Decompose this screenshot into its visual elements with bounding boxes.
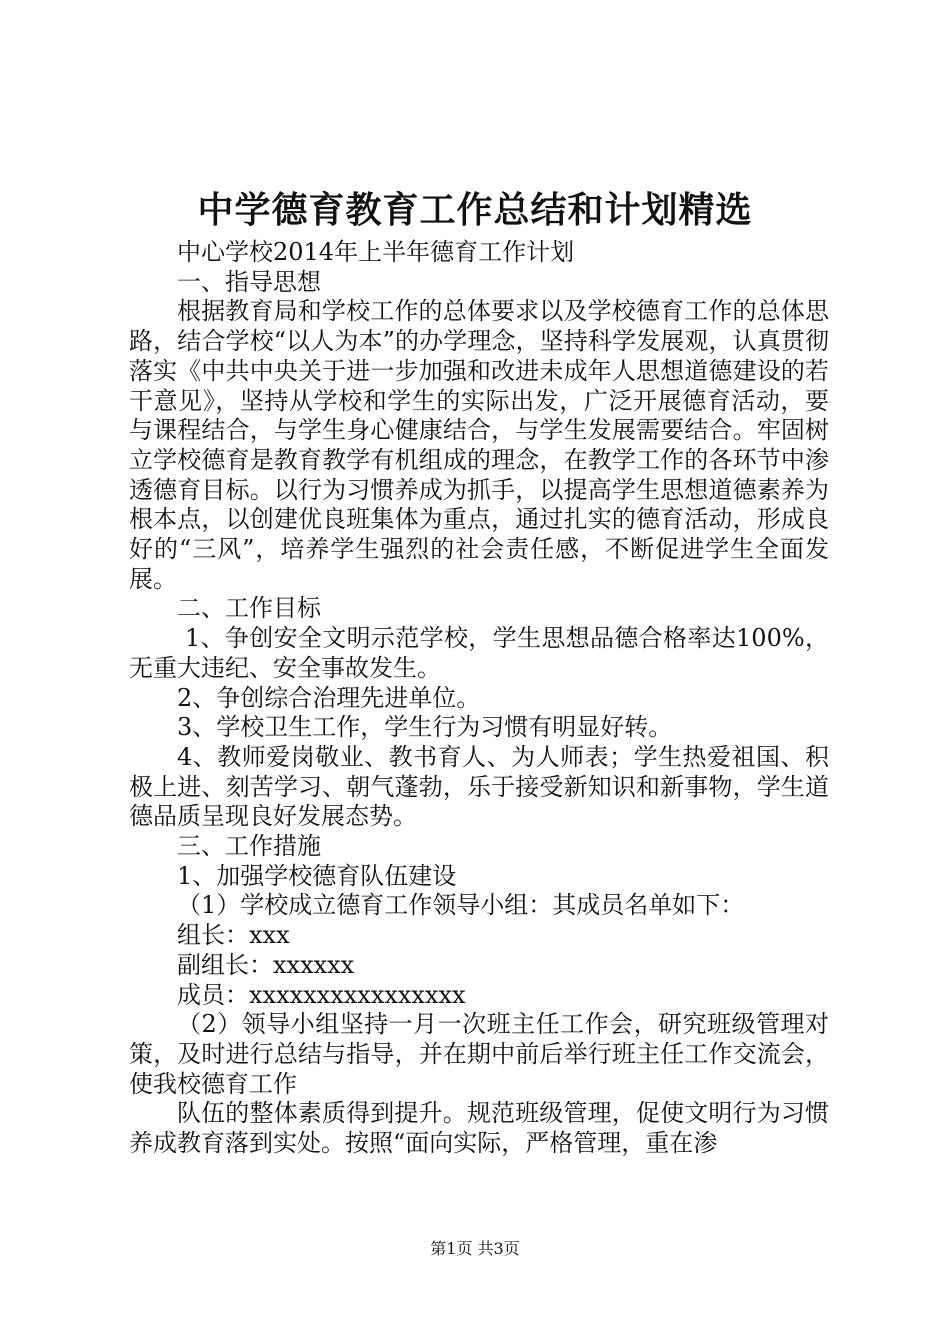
goal-item-2: 2、争创综合治理先进单位。	[177, 683, 481, 712]
measure-subitem-1: （1）学校成立德育工作领导小组：其成员名单如下：	[177, 891, 745, 920]
section-heading-guiding-ideas: 一、指导思想	[177, 267, 321, 296]
section-heading-work-goals: 二、工作目标	[177, 594, 321, 623]
paragraph-team-quality: 队伍的整体素质得到提升。规范班级管理，促使文明行为习惯养成教育落到实处。按照“面向实际，严格管理，重在渗	[129, 1099, 829, 1158]
plan-heading: 中心学校2014年上半年德育工作计划	[177, 238, 575, 266]
paragraph-guiding-ideas: 根据教育局和学校工作的总体要求以及学校德育工作的总体思路，结合学校“以人为本”的办学理念，坚持科学发展观，认真贯彻落实《中共中央关于进一步加强和改进未成年人思想道德建设的若干意见》，坚持从学校和学生的实际出发，广泛开展德育活动，要与课程结合，与学生身心健康结合，与学生发展需要结合。牢固树立学校德育是教育教学有机组成的理念，在教学工作的各环节中渗透德育目标。以行为习惯养成为抓手，以提高学生思想道德素养为根本点，以创建优良班集体为重点，通过扎实的德育活动，形成良好的“三风”，培养学生强烈的社会责任感，不断促进学生全面发展。	[129, 297, 829, 593]
page-number: 第1页 共3页	[430, 1239, 520, 1258]
section-heading-work-measures: 三、工作措施	[177, 832, 321, 861]
measure-item-1: 1、加强学校德育队伍建设	[177, 861, 457, 890]
page-title: 中学德育教育工作总结和计划精选	[197, 189, 753, 231]
members-line: 成员：xxxxxxxxxxxxxxxx	[177, 980, 466, 1009]
document-body	[129, 238, 829, 1159]
team-leader-line: 组长：xxx	[177, 921, 290, 950]
deputy-leader-line: 副组长：xxxxxx	[177, 950, 355, 979]
goal-item-1: 1、争创安全文明示范学校，学生思想品德合格率达100%，无重大违纪、安全事故发生。	[129, 624, 829, 682]
measure-subitem-2: （2）领导小组坚持一月一次班主任工作会，研究班级管理对策，及时进行总结与指导，并在期中前后举行班主任工作交流会，使我校德育工作	[129, 1010, 829, 1098]
goal-item-3: 3、学校卫生工作，学生行为习惯有明显好转。	[177, 713, 673, 742]
goal-item-4: 4、教师爱岗敬业、教书育人、为人师表；学生热爱祖国、积极上进、刻苦学习、朝气蓬勃，乐于接受新知识和新事物，学生道德品质呈现良好发展态势。	[129, 742, 829, 831]
